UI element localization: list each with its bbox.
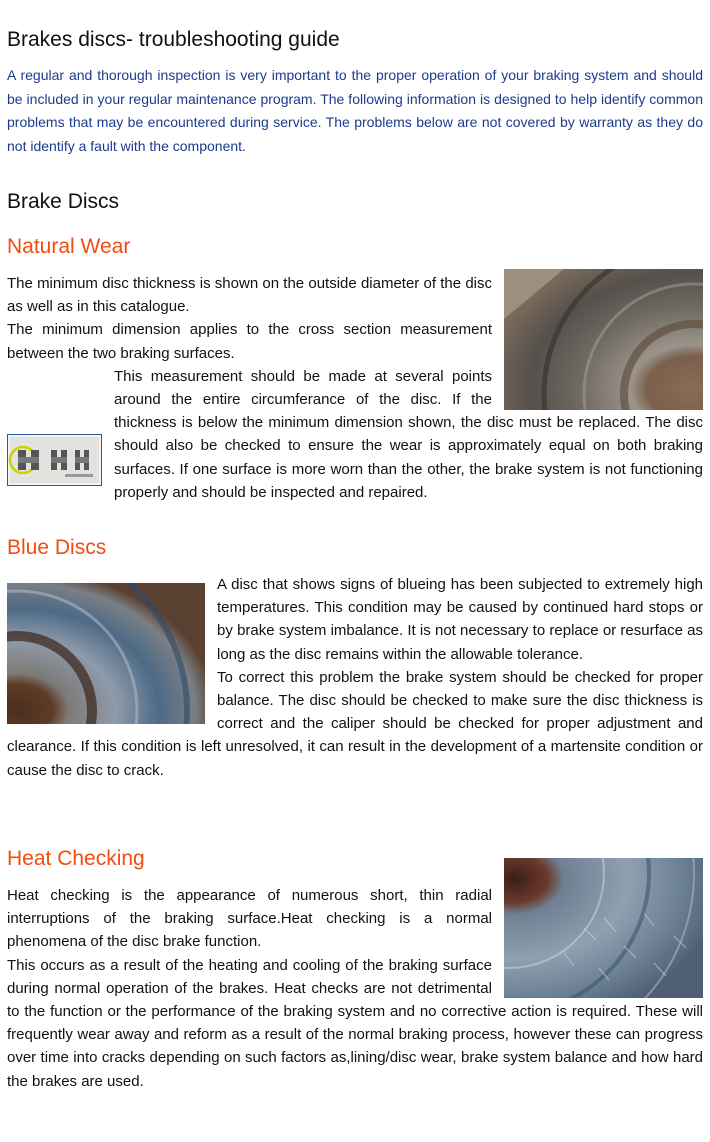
natural-wear-text-1: The minimum disc thickness is shown on the outside diameter of the disc as well as in this catalogue.	[7, 275, 492, 316]
blue-discs-text-1: A disc that shows signs of blueing has been subjected to extremely high temperatures. This condition may be caused by continued hard stops or by brake system imbalance. It is not necessary to replace or resurface as long as the disc remains within the allowable tolerance.	[217, 576, 703, 663]
intro-paragraph: A regular and thorough inspection is very important to the proper operation of your braking system and should be included in your regular maintenance program. The following information is designed to help identify common problems that may be encountered during service. The problems below are not covered by warranty as they do not identify a fault with the component.	[7, 67, 703, 154]
disc-cross-section-diagram	[7, 434, 102, 486]
heat-checked-disc-photo	[504, 858, 703, 998]
page-title: Brakes discs- troubleshooting guide	[7, 28, 340, 51]
heading-natural-wear: Natural Wear	[7, 235, 131, 258]
section-title-brake-discs: Brake Discs	[7, 190, 120, 213]
blue-discs-section	[7, 573, 703, 782]
heat-checking-section	[7, 884, 703, 1093]
natural-wear-section	[7, 272, 703, 504]
natural-wear-text-2: The minimum dimension applies to the cross section measurement between the two braking surfaces.	[7, 321, 492, 362]
heat-checking-text-2: This occurs as a result of the heating and cooling of the braking surface during normal operation of the brakes. Heat checks are not detrimental to the function or the performance of the braking system and no corrective action is required. These will frequently wear away and reform as a result of the normal braking process, however these can progress over time into cracks depending on such factors as,lining/disc wear, brake system balance and how hard the brakes are used.	[7, 956, 703, 1090]
heat-checking-text-1: Heat checking is the appearance of numerous short, thin radial interruptions of the braking surface.Heat checking is a normal phenomena of the disc brake function.	[7, 887, 492, 951]
worn-disc-photo	[504, 269, 703, 410]
heading-blue-discs: Blue Discs	[7, 536, 107, 559]
natural-wear-text-3: This measurement should be made at several points around the entire circumferance of the disc. If the thickness is below the minimum dimension shown, the disc must be replaced. The disc should also be checked to ensure the wear is approximately equal on both braking surfaces. If one surface is more worn than the other, the brake system is not functioning properly and should be inspected and repaired.	[114, 367, 703, 501]
heading-heat-checking: Heat Checking	[7, 847, 145, 870]
blue-discs-text-2: To correct this problem the brake system should be checked for proper balance. The disc should be checked to make sure the disc thickness is correct and the caliper should be checked for proper adjustment and clearance. If this condition is left unresolved, it can result in the development of a martensite condition or cause the disc to crack.	[7, 668, 703, 779]
blue-disc-photo	[7, 583, 205, 724]
